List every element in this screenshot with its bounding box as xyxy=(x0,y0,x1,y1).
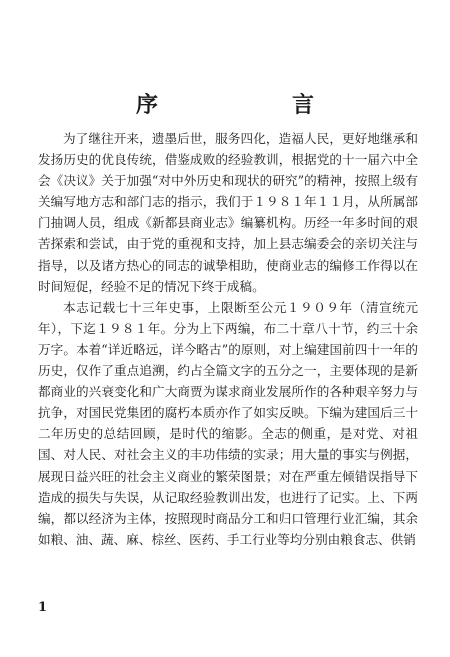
page-number: 1 xyxy=(38,600,48,615)
paragraph-1: 为了继往开来，遗墨后世，服务四化，造福人民，更好地继承和发扬历史的优良传统，借鉴成败的经验教训，根据党的十一届六中全会《决议》关于加强“对中外历史和现状的研究”的精神，按照上级有关编写地方志和部门志的指示，我们于１９８１年１１月，从所属部门抽调人员，组成《新都县商业志》编纂机构。历经一年多时间的艰苦探索和尝试，由于党的重视和支持，加上县志编委会的亲切关注与指导，以及诸方热心的同志的诚挚相助，使商业志的编修工作得以在时间短促，经验不足的情况下终于成稿。 xyxy=(38,131,418,294)
page-title: 序 言 xyxy=(135,92,370,118)
body-text xyxy=(38,128,418,550)
paragraph-2: 本志记载七十三年史事，上限断至公元１９０９年（清宣统元年），下迄１９８１年。分为上下两编，布二十章八十节，约三十余万字。本着“详近略远，详今略古”的原则，对上编建国前四十一年的历史，仅作了重点追溯，约占全篇文字的五分之一，主要体现的是新都商业的兴衰变化和广大商贾为谋求商业发展所作的各种艰辛努力与抗争，对国民党集团的腐朽本质亦作了如实反映。下编为建国后三十二年历史的总结回顾，是时代的缩影。全志的侧重，是对党、对祖国、对人民、对社会主义的丰功伟绩的实录；用大量的事实与例据，展现日益兴旺的社会主义商业的繁荣图景；对在严重左倾错误指导下造成的损失与失误，从记取经验教训出发，也进行了记实。上、下两编，都以经济为主体，按照现时商品分工和归口管理行业汇编，其余如粮、油、蔬、麻、棕丝、医药、手工行业等均分别由粮食志、供销 xyxy=(38,299,418,547)
